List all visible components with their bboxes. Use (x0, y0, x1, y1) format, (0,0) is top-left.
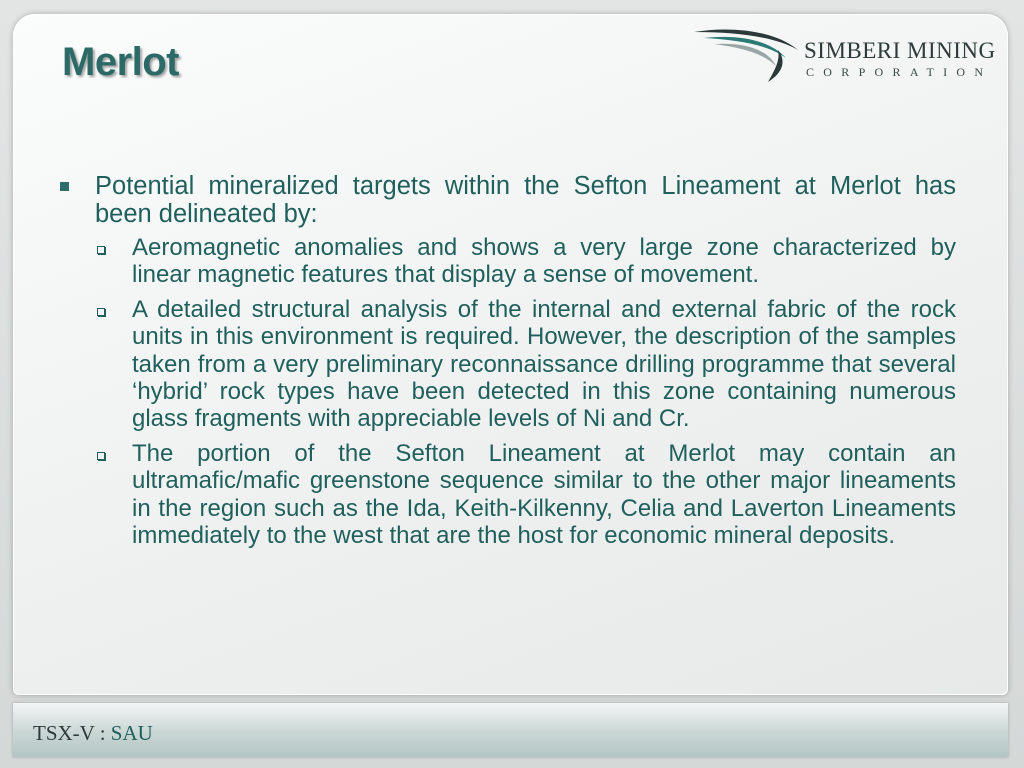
main-bullet (58, 172, 956, 228)
sub-bullet-item (58, 234, 956, 289)
sub-bullet-text: A detailed structural analysis of the internal and external fabric of the rock units in this environment is required. However, the description of the samples taken from a very preliminary reconnaissance drilling programme that several ‘hybrid’ rock types have been detected in this zone containing numerous glass fragments with appreciable levels of Ni and Cr. (132, 295, 956, 433)
hollow-square-bullet-icon (97, 246, 105, 254)
sub-bullet-text: The portion of the Sefton Lineament at Merlot may contain an ultramafic/mafic greenstone sequence similar to the other major lineaments in the region such as the Ida, Keith-Kilkenny, Celia and Laverton Lineaments immediately to the west that are the host for economic mineral deposits. (132, 439, 956, 550)
footer-ticker-symbol: SAU (110, 721, 153, 745)
footer-band (13, 703, 1008, 757)
square-bullet-icon (60, 182, 69, 191)
company-logo (690, 24, 1000, 90)
hollow-square-bullet-icon (97, 308, 105, 316)
sub-bullet-text: Aeromagnetic anomalies and shows a very large zone characterized by linear magnetic features that display a sense of movement. (132, 234, 956, 289)
hollow-square-bullet-icon (97, 452, 105, 460)
footer-ticker-label (33, 721, 153, 746)
sub-bullet-list (58, 234, 956, 549)
logo-company-name: SIMBERI MINING (804, 38, 996, 63)
logo-swoosh-icon (690, 24, 802, 86)
footer-exchange: TSX-V (33, 721, 95, 745)
main-bullet-text: Potential mineralized targets within the Sefton Lineament at Merlot has been delineated by: (95, 172, 956, 228)
slide-body (58, 172, 956, 556)
sub-bullet-item (58, 296, 956, 433)
sub-bullet-item (58, 440, 956, 550)
slide-title: Merlot (62, 40, 179, 84)
logo-company-subtitle: CORPORATION (806, 65, 993, 79)
footer-separator: : (94, 721, 111, 745)
